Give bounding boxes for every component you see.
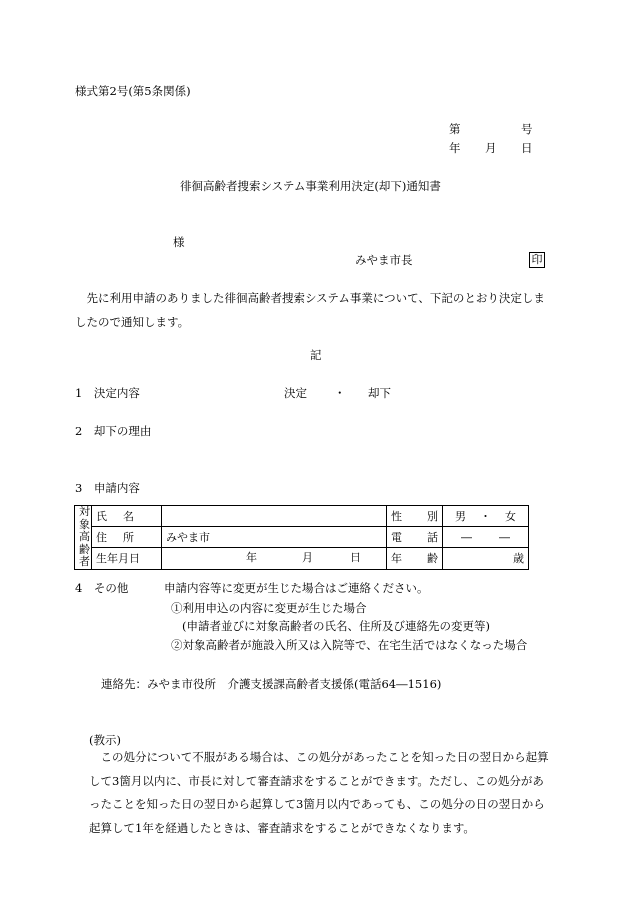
decision-separator: ・ xyxy=(334,386,346,400)
table-row xyxy=(75,527,529,548)
notice-heading: (教示) xyxy=(89,733,121,747)
item4-sub2: ②対象高齢者が施設入所又は入院等で、在宅生活ではなくなった場合 xyxy=(171,638,528,652)
item1-label: 1 決定内容 xyxy=(75,386,140,400)
decision-reject: 却下 xyxy=(368,386,391,400)
table-row xyxy=(75,506,529,527)
application-table xyxy=(74,505,529,570)
subject-elderly-label: 対 象 高 齢 者 xyxy=(75,506,92,570)
item4-text: 申請内容等に変更が生じた場合はご連絡ください。 xyxy=(164,581,429,595)
date-day: 日 xyxy=(521,141,533,155)
table-row xyxy=(75,548,529,569)
decision-approve: 決定 xyxy=(284,386,307,400)
intro-paragraph: 先に利用申請のありました徘徊高齢者捜索システム事業について、下記のとおり決定しましたので通知します。 xyxy=(75,291,545,329)
name-value xyxy=(162,506,387,527)
phone-label: 電 話 xyxy=(387,527,443,548)
item4-label: 4 その他 xyxy=(75,581,129,595)
date-year: 年 xyxy=(449,141,461,155)
address-label: 住 所 xyxy=(92,527,162,548)
item3-label: 3 申請内容 xyxy=(75,481,140,495)
date-month: 月 xyxy=(485,141,497,155)
number-suffix: 号 xyxy=(521,122,533,136)
item2-label: 2 却下の理由 xyxy=(75,424,152,438)
item4-sub1: ①利用申込の内容に変更が生じた場合 xyxy=(171,601,367,615)
birthdate-label: 生年月日 xyxy=(92,548,162,569)
address-value: みやま市 xyxy=(162,527,387,548)
notice-body: この処分について不服がある場合は、この処分があったことを知った日の翌日から起算して3箇月以内に、市長に対して審査請求をすることができます。ただし、この処分があったことを知った日の翌日から起算して3箇月以内であっても、この処分の日の翌日から起算して1年を経過したときは、審査請求をすることができなくなります。 xyxy=(89,750,549,835)
sex-value: 男 ・ 女 xyxy=(443,506,529,527)
form-number: 様式第2号(第5条関係) xyxy=(75,84,191,98)
document-title: 徘徊高齢者捜索システム事業利用決定(却下)通知書 xyxy=(180,179,441,193)
issuer: みやま市長 xyxy=(355,253,413,267)
contact-info: 連絡先：みやま市役所 介護支援課高齢者支援係(電話64―1516) xyxy=(101,677,442,691)
sex-label: 性 別 xyxy=(387,506,443,527)
ki-heading: 記 xyxy=(310,348,322,362)
name-label: 氏 名 xyxy=(92,506,162,527)
seal-mark: 印 xyxy=(529,252,545,268)
age-value: 歳 xyxy=(443,548,529,569)
age-label: 年 齢 xyxy=(387,548,443,569)
birthdate-value: 年 月 日 xyxy=(162,548,387,569)
item4-sub1-note: (申請者並びに対象高齢者の氏名、住所及び連絡先の変更等) xyxy=(182,619,490,633)
addressee-suffix: 様 xyxy=(173,235,185,249)
number-prefix: 第 xyxy=(449,122,461,136)
phone-value: ― ― xyxy=(443,527,529,548)
